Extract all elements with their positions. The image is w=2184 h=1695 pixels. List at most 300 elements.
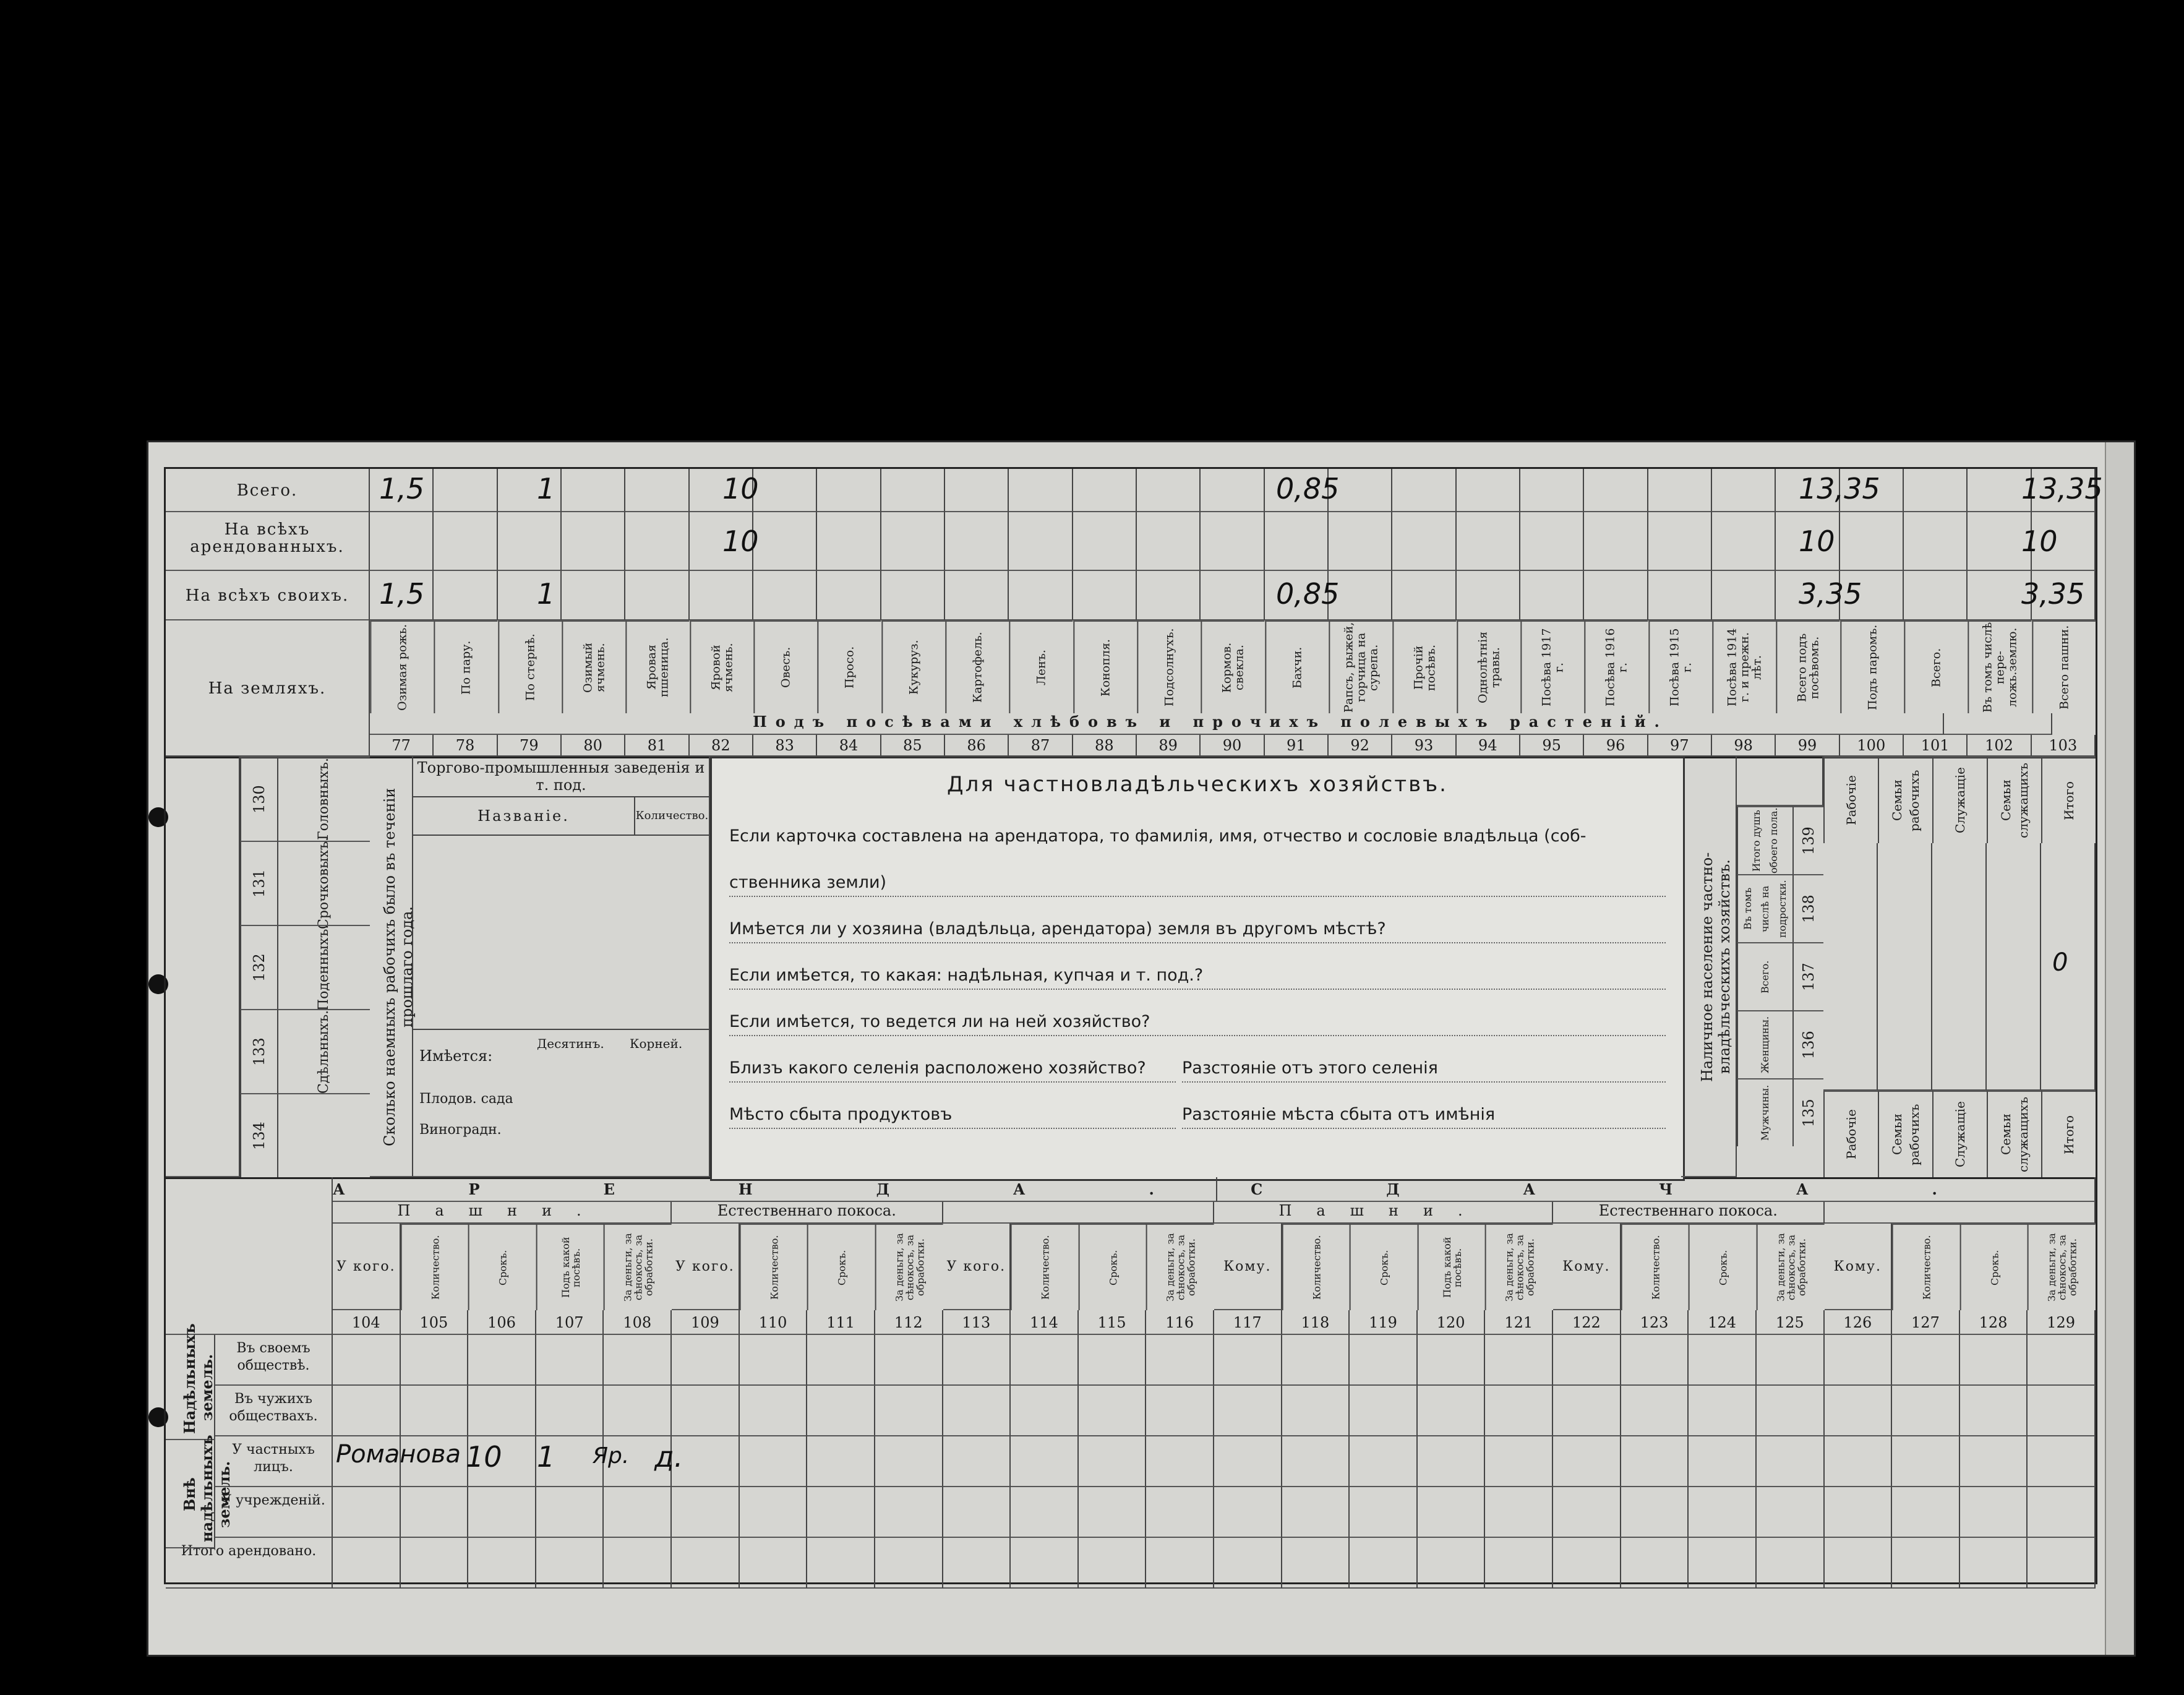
grid-cell <box>875 1487 943 1538</box>
grid-cell <box>672 1335 740 1386</box>
grid-cell <box>943 1335 1011 1386</box>
grid-cell <box>2028 1386 2096 1436</box>
card-line: Имѣется ли у хозяина (владѣльца, арендатора) земля въ другомъ мѣстѣ? <box>729 919 1666 943</box>
column-number: 97 <box>1648 735 1712 757</box>
grid-cell <box>370 512 434 571</box>
grid-cell <box>672 1538 740 1589</box>
row-label: У частныхъ лицъ. <box>215 1436 333 1487</box>
column-number: 77 <box>370 735 434 757</box>
pokos-label: Естественнаго покоса. <box>1553 1202 1824 1224</box>
grid-cell <box>1648 469 1712 512</box>
pop-num: 139 <box>1792 806 1823 874</box>
grid-cell <box>1712 571 1776 620</box>
grid-cell <box>1689 1436 1757 1487</box>
worker-label: Поденныхъ. <box>277 925 370 1009</box>
column-number: 128 <box>1960 1310 2028 1335</box>
column-header: У кого. <box>333 1224 401 1310</box>
column-header: За деньги, за сѣнокосъ, за обработки. <box>1485 1224 1553 1310</box>
top-section <box>166 469 2103 758</box>
grid-cell <box>1214 1436 1282 1487</box>
column-header: Подъ паромъ. <box>1840 620 1904 713</box>
grid-cell <box>2028 1335 2096 1386</box>
right-col-header: Семьи служащихъ <box>1987 757 2041 843</box>
blank-cell <box>943 1202 1214 1224</box>
column-number: 88 <box>1073 735 1137 757</box>
row-label: Въ чужихъ обществахъ. <box>215 1386 333 1436</box>
card-line: Мѣсто сбыта продуктовъ <box>729 1105 1176 1129</box>
grid-cell <box>468 1386 536 1436</box>
grid-cell <box>690 571 753 620</box>
column-header: Подъ какой посѣвъ. <box>536 1224 604 1310</box>
column-number: 80 <box>562 735 625 757</box>
grid-cell <box>1418 1538 1486 1589</box>
grid-cell <box>1146 1436 1214 1487</box>
grid-cell <box>401 1386 469 1436</box>
grid-cell <box>536 1335 604 1386</box>
workers-col <box>370 757 416 1177</box>
column-header: Всего. <box>1904 620 1968 713</box>
grid-cell <box>1350 1538 1418 1589</box>
grid-cell <box>1621 1487 1689 1538</box>
grid-cell <box>740 1487 808 1538</box>
column-number: 99 <box>1776 735 1839 757</box>
grid-cell <box>625 469 689 512</box>
column-header: Конопля. <box>1073 620 1137 713</box>
trade-name-header: Названіе. <box>413 797 635 835</box>
grid-cell <box>1904 512 1968 571</box>
pop-label: Въ томъ числѣ на подростки. <box>1737 874 1792 942</box>
grid-cell <box>1689 1386 1757 1436</box>
grid-cell <box>1621 1436 1689 1487</box>
row-label: У учрежденій. <box>215 1487 333 1538</box>
column-header: У кого. <box>943 1224 1011 1310</box>
pop-num: 136 <box>1792 1010 1823 1078</box>
grid-cell <box>881 571 945 620</box>
worker-label <box>277 1093 370 1177</box>
grid-cell <box>1418 1487 1486 1538</box>
column-number: 98 <box>1712 735 1776 757</box>
population-label: Наличное население частно-владѣльческихъ хозяйствъ. <box>1698 852 1733 1082</box>
grid-cell <box>807 1436 875 1487</box>
grid-cell <box>333 1386 401 1436</box>
grid-cell <box>1553 1436 1621 1487</box>
grid-cell <box>1214 1335 1282 1386</box>
hw-value: 0,85 <box>1276 472 1340 505</box>
trade-box <box>413 757 710 1177</box>
workers-label: Сколько наемныхъ рабочихъ было въ теченіи прошлаго года. <box>381 787 416 1146</box>
column-header: Посѣва 1917 г. <box>1520 620 1584 713</box>
column-header: Картофель. <box>945 620 1009 713</box>
column-header: Посѣва 1914 г. и прежн. лѣт. <box>1712 620 1776 713</box>
column-number: 116 <box>1146 1310 1214 1335</box>
column-number: 85 <box>881 735 945 757</box>
grid-cell <box>1892 1436 1960 1487</box>
column-header: Срокъ. <box>807 1224 875 1310</box>
grid-cell <box>1282 1487 1350 1538</box>
grid-cell <box>1350 1436 1418 1487</box>
grid-cell <box>817 469 881 512</box>
grid-cell <box>1201 512 1264 571</box>
column-header: По стернѣ. <box>498 620 562 713</box>
grid-cell <box>1201 469 1264 512</box>
group-vne: Внѣ надѣльныхъ земель. <box>166 1440 215 1548</box>
column-header: Срокъ. <box>1079 1224 1147 1310</box>
grid-cell <box>881 469 945 512</box>
column-header: Бахчи. <box>1265 620 1329 713</box>
trade-qty-header: Количество. <box>635 809 709 822</box>
grid-cell <box>1073 571 1137 620</box>
hw-value: 0 <box>2052 948 2068 977</box>
grid-cell <box>1485 1335 1553 1386</box>
grid-cell <box>740 1386 808 1436</box>
column-header: Кукуруз. <box>881 620 945 713</box>
middle-section <box>166 757 2096 1179</box>
column-header: Количество. <box>1892 1224 1960 1310</box>
column-header: Срокъ. <box>1689 1224 1757 1310</box>
blank-cell <box>1825 1202 2096 1224</box>
grid-cell <box>740 1335 808 1386</box>
hw-value: 3,35 <box>2021 577 2085 611</box>
column-header: Кому. <box>1214 1224 1282 1310</box>
grid-cell <box>1457 469 1520 512</box>
grid-cell <box>1757 1335 1825 1386</box>
column-header: По пару. <box>434 620 497 713</box>
grid-cell <box>1282 1538 1350 1589</box>
row-label: Въ своемъ обществѣ. <box>215 1335 333 1386</box>
column-number: 79 <box>498 735 562 757</box>
grid-cell <box>1904 571 1968 620</box>
private-farm-card <box>710 757 1685 1181</box>
right-col-footer: Рабочіе <box>1823 1091 1878 1177</box>
has-label: Имѣется: <box>419 1047 493 1065</box>
column-header: Въ томъ числѣ пере-ложь.землю. <box>1968 620 2031 713</box>
grid-cell <box>1011 1538 1079 1589</box>
grid-cell <box>1073 469 1137 512</box>
column-number: 94 <box>1457 735 1520 757</box>
column-header: Срокъ. <box>468 1224 536 1310</box>
column-number: 109 <box>672 1310 740 1335</box>
grid-cell <box>434 571 497 620</box>
worker-num: 132 <box>240 925 277 1009</box>
grid-cell <box>875 1335 943 1386</box>
hw-value: 0,85 <box>1276 577 1340 611</box>
card-line: Если карточка составлена на арендатора, то фамилія, имя, отчество и сословіе владѣльца (соб- <box>729 826 1587 846</box>
column-number: 115 <box>1079 1310 1147 1335</box>
grid-cell <box>875 1538 943 1589</box>
grid-cell <box>434 469 497 512</box>
grid-cell <box>1757 1538 1825 1589</box>
grid-cell <box>1329 512 1392 571</box>
population-col <box>1681 757 1737 1177</box>
card-line: ственника земли) <box>729 873 1666 897</box>
grid-cell <box>1350 1487 1418 1538</box>
grid-cell <box>333 1487 401 1538</box>
column-header: Срокъ. <box>1350 1224 1418 1310</box>
grid-cell <box>753 512 817 571</box>
grid-cell <box>1712 512 1776 571</box>
card-line: Близъ какого селенія расположено хозяйство? <box>729 1058 1176 1083</box>
grid-cell <box>943 1386 1011 1436</box>
grid-cell <box>562 512 625 571</box>
row-label: На всѣхъ арендованныхъ. <box>166 512 370 571</box>
grid-cell <box>1485 1487 1553 1538</box>
group-nadel: Надѣльныхъ земель. <box>166 1335 215 1440</box>
grid-cell <box>401 1538 469 1589</box>
grid-cell <box>1840 512 1904 571</box>
grid-cell <box>1932 843 1987 1091</box>
column-number: 82 <box>690 735 753 757</box>
blank-cell <box>1737 757 1823 806</box>
grid-cell <box>1823 843 1878 1091</box>
column-header: Количество. <box>1011 1224 1079 1310</box>
grid-cell <box>2028 1436 2096 1487</box>
grid-cell <box>1137 571 1201 620</box>
grid-cell <box>1457 571 1520 620</box>
column-header: Количество. <box>740 1224 808 1310</box>
pokos-label: Естественнаго покоса. <box>672 1202 943 1224</box>
grid-cell <box>943 1436 1011 1487</box>
grid-cell <box>1392 512 1456 571</box>
column-header: Ленъ. <box>1009 620 1073 713</box>
column-number: 81 <box>625 735 689 757</box>
column-header: За деньги, за сѣнокосъ, за обработки. <box>604 1224 672 1310</box>
grid-cell <box>604 1335 672 1386</box>
grid-cell <box>945 469 1009 512</box>
grid-cell <box>1553 1386 1621 1436</box>
hw-value: 1 <box>537 577 555 611</box>
pop-num: 135 <box>1792 1078 1823 1146</box>
grid-cell <box>753 571 817 620</box>
column-number: 83 <box>753 735 817 757</box>
column-number: 106 <box>468 1310 536 1335</box>
hw-value: 10 <box>722 525 759 558</box>
column-number: 105 <box>401 1310 469 1335</box>
grid-cell <box>1987 843 2041 1091</box>
grid-cell <box>1960 1538 2028 1589</box>
paper-edge <box>2105 442 2134 1655</box>
grid-cell <box>1553 1538 1621 1589</box>
column-number: 95 <box>1520 735 1584 757</box>
column-header: У кого. <box>672 1224 740 1310</box>
right-col-footer: Итого <box>2041 1091 2096 1177</box>
grid-cell <box>1960 1436 2028 1487</box>
column-header: Количество. <box>1282 1224 1350 1310</box>
hw-value: 1,5 <box>379 472 425 505</box>
grid-cell <box>468 1487 536 1538</box>
grid-cell <box>536 1538 604 1589</box>
paper-sheet <box>148 442 2134 1655</box>
right-col-footer: Служащіе <box>1932 1091 1987 1177</box>
hw-value: 13,35 <box>2021 472 2103 505</box>
column-header: Количество. <box>1621 1224 1689 1310</box>
grid-cell <box>1757 1436 1825 1487</box>
hw-value: 13,35 <box>1799 472 1880 505</box>
column-header: За деньги, за сѣнокосъ, за обработки. <box>1757 1224 1825 1310</box>
column-number: 122 <box>1553 1310 1621 1335</box>
hw-value: 3,35 <box>1799 577 1862 611</box>
grid-cell <box>1011 1386 1079 1436</box>
column-header: Всего пашни. <box>2032 620 2096 713</box>
grid-cell <box>536 1487 604 1538</box>
column-header: Кому. <box>1553 1224 1621 1310</box>
card-title: Для частновладѣльческихъ хозяйствъ. <box>947 772 1448 797</box>
arenda-title: АРЕНДА. <box>333 1177 1217 1202</box>
grid-cell <box>1009 469 1073 512</box>
has-col-korn: Корней. <box>630 1036 683 1051</box>
hw-value: 10 <box>2021 525 2058 558</box>
column-header: Прочій посѣвъ. <box>1392 620 1456 713</box>
worker-label: Головныхъ. <box>277 757 370 841</box>
grid-cell <box>817 512 881 571</box>
grid-cell <box>468 1335 536 1386</box>
grid-cell <box>1418 1335 1486 1386</box>
grid-cell <box>625 512 689 571</box>
column-number: 124 <box>1689 1310 1757 1335</box>
grid-cell <box>1011 1335 1079 1386</box>
grid-cell <box>536 1386 604 1436</box>
grid-cell <box>1648 571 1712 620</box>
grid-cell <box>1825 1436 1893 1487</box>
column-number: 78 <box>434 735 497 757</box>
column-header: Однолѣтнія травы. <box>1457 620 1520 713</box>
has-row: Плодов. сада <box>419 1091 513 1107</box>
worker-num: 134 <box>240 1093 277 1177</box>
grid-cell <box>401 1487 469 1538</box>
card-line: Разстояніе отъ этого селенія <box>1182 1058 1666 1083</box>
grid-cell <box>1553 1335 1621 1386</box>
grid-cell <box>945 512 1009 571</box>
right-col-header: Рабочіе <box>1823 757 1878 843</box>
column-number: 86 <box>945 735 1009 757</box>
grid-cell <box>943 1487 1011 1538</box>
pashni-label: Пашни. <box>1214 1202 1553 1224</box>
grid-cell <box>1960 1487 2028 1538</box>
grid-cell <box>807 1335 875 1386</box>
hw-value: 1,5 <box>379 577 425 611</box>
pop-label: Мужчины. <box>1737 1078 1792 1146</box>
card-line: Разстояніе мѣста сбыта отъ имѣнія <box>1182 1105 1666 1129</box>
column-number: 87 <box>1009 735 1073 757</box>
grid-cell <box>1079 1538 1147 1589</box>
column-number: 103 <box>2032 735 2096 757</box>
grid-cell <box>401 1335 469 1386</box>
grid-cell <box>1073 512 1137 571</box>
column-number: 129 <box>2028 1310 2096 1335</box>
grid-cell <box>1079 1436 1147 1487</box>
banner: Подъ посѣвами хлѣбовъ и прочихъ полевыхъ растеній. <box>370 713 2052 735</box>
column-number: 91 <box>1265 735 1329 757</box>
grid-cell <box>1265 512 1329 571</box>
column-number: 123 <box>1621 1310 1689 1335</box>
grid-cell <box>1214 1386 1282 1436</box>
column-number: 90 <box>1201 735 1264 757</box>
column-number: 102 <box>1968 735 2031 757</box>
grid-cell <box>943 1538 1011 1589</box>
column-number: 119 <box>1350 1310 1418 1335</box>
grid-cell <box>1201 571 1264 620</box>
grid-cell <box>1584 512 1648 571</box>
grid-cell <box>1214 1487 1282 1538</box>
right-col-footer: Семьи служащихъ <box>1987 1091 2041 1177</box>
hw-value: 10 <box>1799 525 1835 558</box>
column-number: 118 <box>1282 1310 1350 1335</box>
grid-cell <box>1011 1487 1079 1538</box>
pop-label: Всего. <box>1737 942 1792 1010</box>
column-header: Всего подъ посѣвомъ. <box>1776 620 1839 713</box>
column-header: Овесъ. <box>753 620 817 713</box>
grid-cell <box>333 1335 401 1386</box>
column-number: 93 <box>1392 735 1456 757</box>
grid-cell <box>672 1386 740 1436</box>
hw-value: 1 <box>537 1440 555 1474</box>
grid-cell <box>740 1436 808 1487</box>
row-label: Итого арендовано. <box>166 1538 333 1589</box>
grid-cell <box>753 469 817 512</box>
blank-cell <box>166 757 240 1177</box>
card-line: Если имѣется, то ведется ли на ней хозяйство? <box>729 1012 1666 1036</box>
grid-cell <box>1146 1386 1214 1436</box>
grid-cell <box>1520 469 1584 512</box>
grid-cell <box>434 512 497 571</box>
grid-cell <box>1392 571 1456 620</box>
column-header: Озимый ячмень. <box>562 620 625 713</box>
grid-cell <box>625 571 689 620</box>
hw-value: 10 <box>722 472 759 505</box>
worker-label: Срочковыхъ. <box>277 841 370 925</box>
grid-cell <box>1689 1335 1757 1386</box>
grid-cell <box>1892 1335 1960 1386</box>
column-header: Рапсъ, рыжей, горчица на сурепа. <box>1329 620 1392 713</box>
grid-cell <box>1137 512 1201 571</box>
grid-cell <box>1689 1538 1757 1589</box>
worker-num: 133 <box>240 1009 277 1093</box>
grid-cell <box>1621 1335 1689 1386</box>
grid-cell <box>1009 512 1073 571</box>
grid-cell <box>1079 1335 1147 1386</box>
hw-value: Романова <box>336 1440 461 1469</box>
right-col-header: Итого <box>2041 757 2096 843</box>
hw-value: д. <box>654 1440 683 1474</box>
column-number: 111 <box>807 1310 875 1335</box>
column-header: Кому. <box>1825 1224 1893 1310</box>
grid-cell <box>2028 1487 2096 1538</box>
hw-value: 10 <box>466 1440 502 1474</box>
grid-cell <box>1825 1386 1893 1436</box>
grid-cell <box>604 1538 672 1589</box>
census-form <box>164 467 2103 1584</box>
grid-cell <box>2041 843 2096 1091</box>
column-number: 107 <box>536 1310 604 1335</box>
grid-cell <box>1689 1487 1757 1538</box>
column-number: 120 <box>1418 1310 1486 1335</box>
grid-cell <box>945 571 1009 620</box>
column-header: За деньги, за сѣнокосъ, за обработки. <box>875 1224 943 1310</box>
grid-cell <box>1009 571 1073 620</box>
column-number: 125 <box>1757 1310 1825 1335</box>
column-header: За деньги, за сѣнокосъ, за обработки. <box>2028 1224 2096 1310</box>
grid-cell <box>1520 571 1584 620</box>
grid-cell <box>1904 469 1968 512</box>
hw-value: Яр. <box>593 1443 630 1469</box>
column-number: 126 <box>1825 1310 1893 1335</box>
column-number: 89 <box>1137 735 1201 757</box>
grid-cell <box>807 1487 875 1538</box>
grid-cell <box>1712 469 1776 512</box>
grid-cell <box>1146 1538 1214 1589</box>
grid-cell <box>1146 1335 1214 1386</box>
column-header: Озимая рожь. <box>370 620 434 713</box>
grid-cell <box>1214 1538 1282 1589</box>
